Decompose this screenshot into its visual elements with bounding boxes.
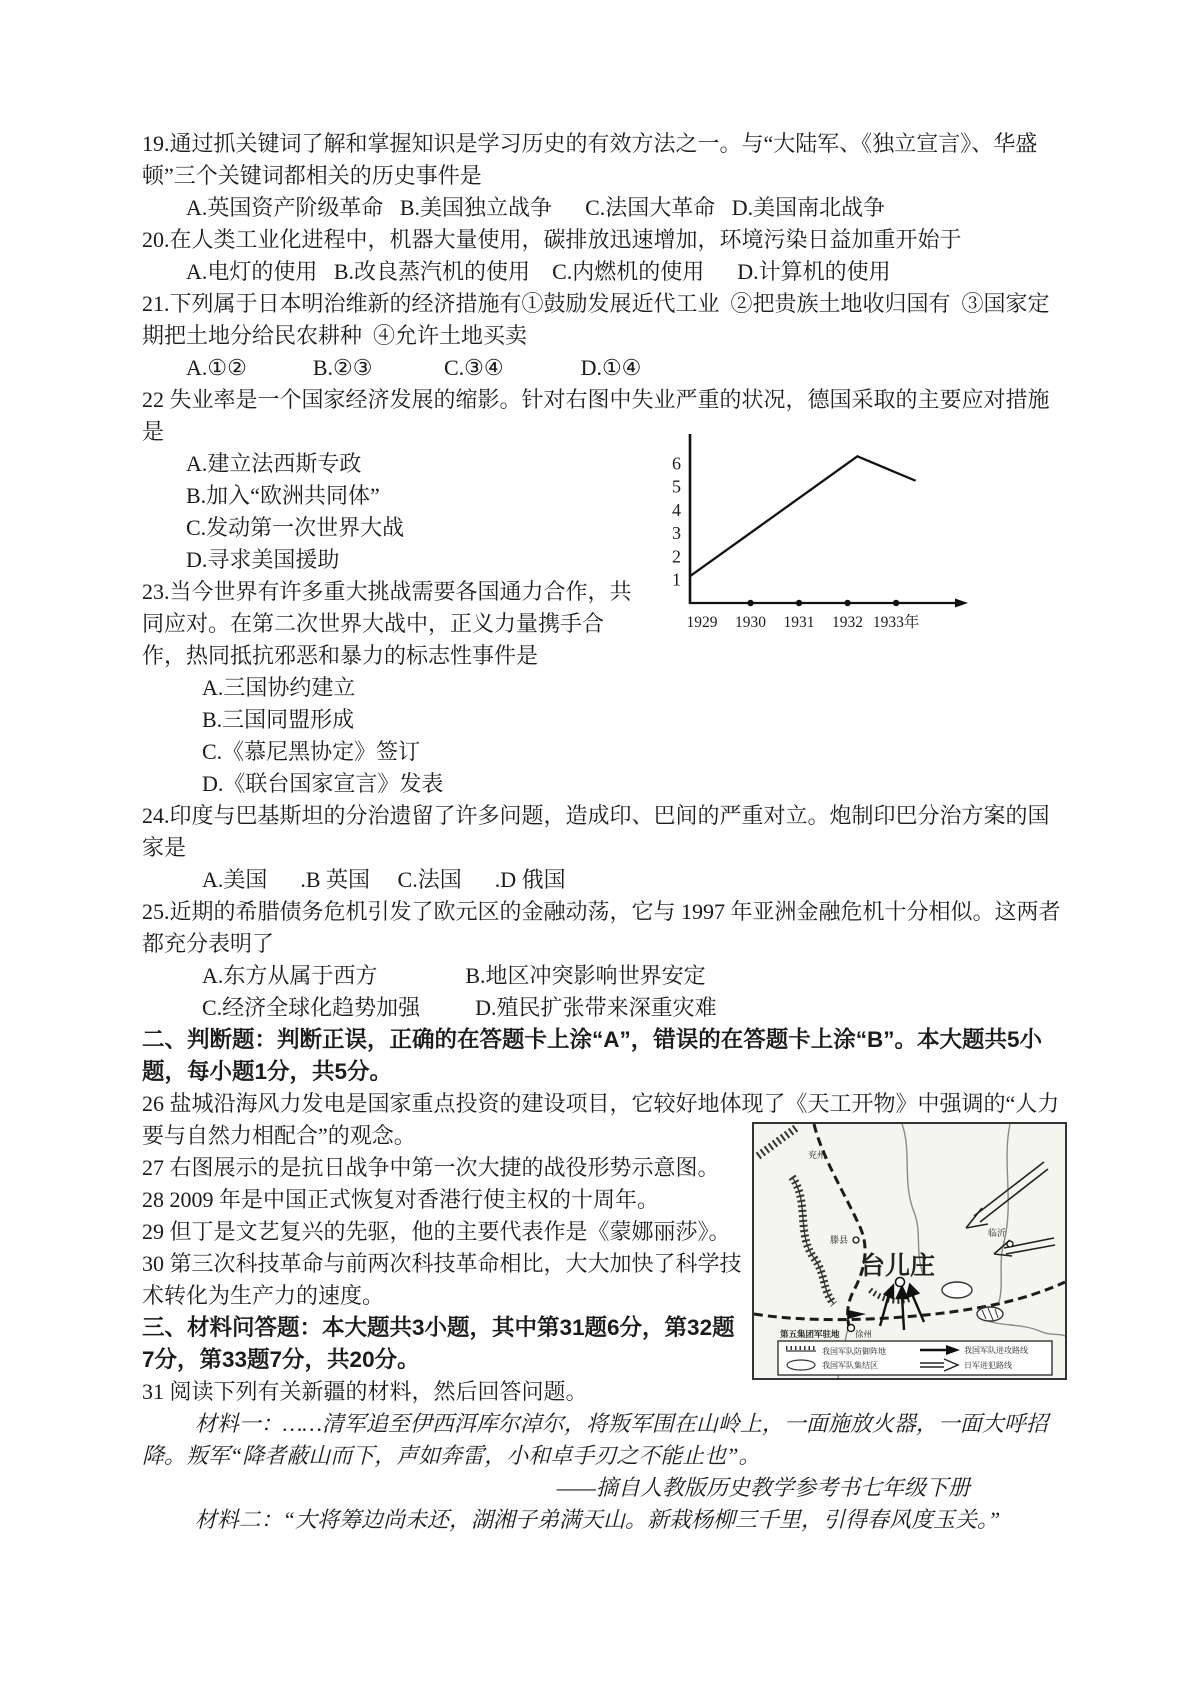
section-2-heading: 二、判断题：判断正误，正确的在答题卡上涂“A”，错误的在答题卡上涂“B”。本大题共5小题，每小题1分，共5分。 [142, 1027, 1043, 1084]
question-19-stem: 19.通过抓关键词了解和掌握知识是学习历史的有效方法之一。与“大陆军、《独立宣言》、华盛顿”三个关键词都相关的历史事件是 [142, 131, 1038, 188]
section-3-heading: 三、材料问答题：本大题共3小题，其中第31题6分，第32题7分，第33题7分，共20分。 [142, 1315, 735, 1372]
question-21-stem: 21.下列属于日本明治维新的经济措施有①鼓励发展近代工业 ②把贵族土地收归国有 ③国家定期把土地分给民农耕种 ④允许土地买卖 [142, 291, 1050, 348]
map-title-taierzhuang: 台儿庄 [860, 1252, 936, 1280]
legend-defense-label: 我国军队防御阵地 [822, 1347, 886, 1356]
map-label-station: 第五集团军驻地 [780, 1329, 840, 1339]
question-23-option-d: D.《联台国家宣言》发表 [202, 771, 444, 796]
question-22-option-d: D.寻求美国援助 [186, 547, 340, 572]
svg-text:5: 5 [672, 476, 681, 497]
question-20-stem: 20.在人类工业化进程中，机器大量使用，碳排放迅速增加，环境污染日益加重开始于 [142, 227, 962, 252]
legend-attack-label: 我国军队进攻路线 [964, 1346, 1028, 1355]
question-19-options: A.英国资产阶级革命 B.美国独立战争 C.法国大革命 D.美国南北战争 [186, 195, 886, 220]
svg-text:2: 2 [672, 546, 681, 567]
question-29: 29 但丁是文艺复兴的先驱，他的主要代表作是《蒙娜丽莎》。 [142, 1219, 731, 1244]
question-22-option-c: C.发动第一次世界大战 [186, 515, 405, 540]
question-31-material-2: 材料二：“大将筹边尚未还，湖湘子弟满天山。新栽杨柳三千里，引得春风度玉关。” [194, 1507, 1001, 1532]
question-31-material-1: 材料一：……清军追至伊西洱库尔淖尔，将叛军围在山岭上，一面施放火器，一面大呼招降。叛军“降者蔽山而下，声如奔雷，小和卓手刃之不能止也”。 [142, 1411, 1048, 1468]
question-31-lead: 31 阅读下列有关新疆的材料，然后回答问题。 [142, 1379, 588, 1404]
question-25-options-row1: A.东方从属于西方 B.地区冲突影响世界安定 [202, 963, 706, 988]
question-22-option-a: A.建立法西斯专政 [186, 451, 362, 476]
map-legend [778, 1341, 1052, 1375]
question-23-option-b: B.三国同盟形成 [202, 707, 355, 732]
legend-assembly-label: 我国军队集结区 [822, 1361, 878, 1370]
question-30: 30 第三次科技革命与前两次科技革命相比，大大加快了科学技术转化为生产力的速度。 [142, 1251, 742, 1308]
assembly-area-oval [942, 1282, 972, 1298]
map-label-tengxian: 滕县 [830, 1235, 849, 1245]
svg-text:1930: 1930 [735, 614, 767, 631]
question-23-option-c: C.《慕尼黑协定》签订 [202, 739, 421, 764]
svg-text:1929: 1929 [686, 614, 718, 631]
svg-text:6: 6 [672, 453, 681, 474]
svg-text:1932: 1932 [832, 614, 864, 631]
question-23-stem: 23.当今世界有许多重大挑战需要各国通力合作，共同应对。在第二次世界大战中，正义力量携手合作，热同抵抗邪恶和暴力的标志性事件是 [142, 579, 632, 668]
question-21-options: A.①② B.②③ C.③④ D.①④ [186, 355, 642, 380]
question-25-options-row2: C.经济全球化趋势加强 D.殖民扩张带来深重灾难 [202, 995, 717, 1020]
question-20-options: A.电灯的使用 B.改良蒸汽机的使用 C.内燃机的使用 D.计算机的使用 [186, 259, 891, 284]
svg-text:4: 4 [672, 499, 681, 520]
question-27: 27 右图展示的是抗日战争中第一次大捷的战役形势示意图。 [142, 1155, 720, 1180]
unemployment-chart-canvas [648, 428, 970, 636]
svg-text:3: 3 [672, 523, 681, 544]
assembly-area-oval-hatched [977, 1307, 1003, 1321]
battle-map-canvas [752, 1122, 1067, 1380]
map-label-xuzhou: 徐州 [855, 1329, 873, 1339]
question-31-material-1-source: ——摘自人教版历史教学参考书七年级下册 [556, 1475, 970, 1500]
question-24-stem: 24.印度与巴基斯坦的分治遗留了许多问题，造成印、巴间的严重对立。炮制印巴分治方案的国家是 [142, 803, 1050, 860]
map-label-linyi: 临沂 [988, 1228, 1007, 1238]
map-label-yanzhou: 兖州 [808, 1150, 827, 1160]
question-22-option-b: B.加入“欧洲共同体” [186, 483, 380, 508]
taierzhuang-battle-map [752, 1122, 1067, 1380]
legend-japanese-label: 日军进犯路线 [964, 1361, 1012, 1370]
unemployment-line-chart [648, 428, 970, 636]
question-28: 28 2009 年是中国正式恢复对香港行使主权的十周年。 [142, 1187, 660, 1212]
question-24-options: A.美国 .B 英国 C.法国 .D 俄国 [202, 867, 566, 892]
svg-text:1931: 1931 [783, 614, 815, 631]
question-22-stem: 22 失业率是一个国家经济发展的缩影。针对右图中失业严重的状况，德国采取的主要应对措施是 [142, 387, 1050, 444]
svg-text:1: 1 [672, 569, 681, 590]
question-25-stem: 25.近期的希腊债务危机引发了欧元区的金融动荡，它与 1997 年亚洲金融危机十分相似。这两者都充分表明了 [142, 899, 1061, 956]
question-26: 26 盐城沿海风力发电是国家重点投资的建设项目，它较好地体现了《天工开物》中强调的“人力要与自然力相配合”的观念。 [142, 1091, 1060, 1148]
question-23-option-a: A.三国协约建立 [202, 675, 356, 700]
svg-text:1933年: 1933年 [872, 614, 920, 631]
